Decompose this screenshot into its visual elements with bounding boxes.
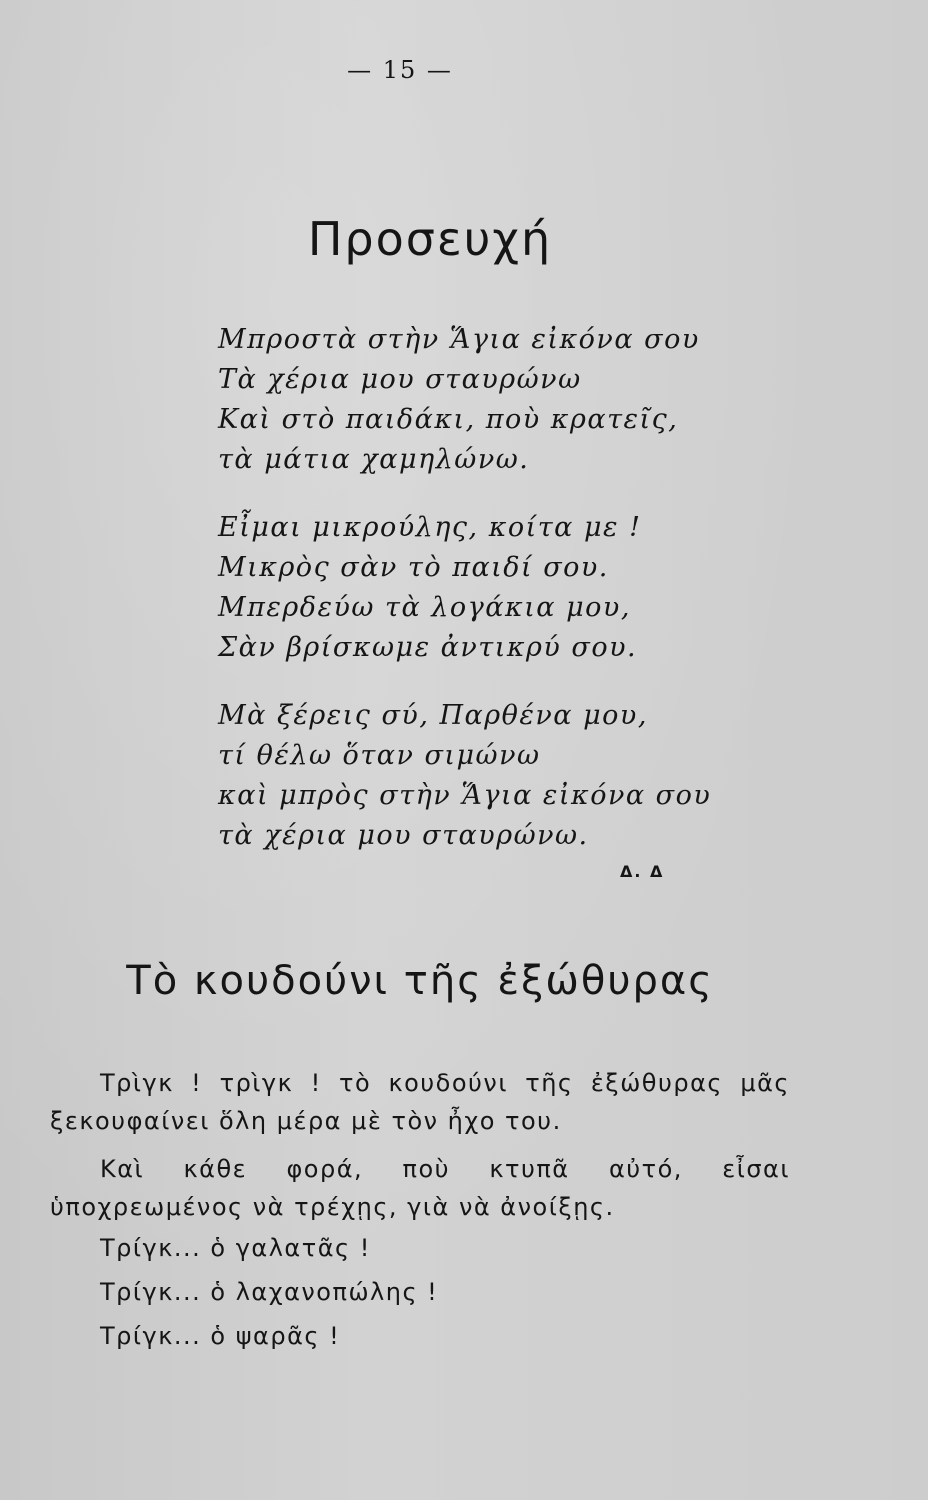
poem-line: τὰ μάτια χαμηλώνω. [218,444,530,475]
poem-stanza-2 [218,508,641,668]
story-exclamation: Τρίγκ... ὁ ψαρᾶς ! [100,1322,341,1350]
story-title: Τὸ κουδούνι τῆς ἐξώθυρας [126,958,714,1004]
story-exclamation: Τρίγκ... ὁ γαλατᾶς ! [100,1234,371,1262]
poem-line: Σὰν βρίσκωμε ἀντικρύ σου. [218,632,638,663]
poem-line: Μὰ ξέρεις σύ, Παρθένα μου, [218,700,648,731]
poem-signature: Δ. Δ [620,862,665,881]
story-paragraph: Τρὶγκ ! τρὶγκ ! τὸ κουδούνι τῆς ἐξώθυρας μᾶς ξεκουφαίνει ὅλη μέρα μὲ τὸν ἦχο του. [50,1069,790,1135]
poem-stanza-3 [218,696,711,856]
poem-line: Μικρὸς σὰν τὸ παιδί σου. [218,552,609,583]
poem-line: Καὶ στὸ παιδάκι, ποὺ κρατεῖς, [218,404,679,435]
poem-stanza-1 [218,320,700,480]
poem-line: Μπερδεύω τὰ λογάκια μου, [218,592,631,623]
poem-title: Προσευχή [307,212,553,266]
poem-line: Τὰ χέρια μου σταυρώνω [218,364,582,395]
poem-line: καὶ μπρὸς στὴν Ἅγια εἰκόνα σου [218,780,712,811]
page-number: — 15 — [347,56,453,84]
story-exclamation: Τρίγκ... ὁ λαχανοπώλης ! [100,1278,439,1306]
poem-line: Εἶμαι μικρούλης, κοίτα με ! [218,512,642,543]
poem-line: Μπροστὰ στὴν Ἅγια εἰκόνα σου [218,324,700,355]
story-paragraph: Καὶ κάθε φορά, ποὺ κτυπᾶ αὐτό, εἶσαι ὑποχρεωμένος νὰ τρέχῃς, γιὰ νὰ ἀνοίξῃς. [50,1155,790,1221]
poem-line: τὰ χέρια μου σταυρώνω. [218,820,589,851]
poem-line: τί θέλω ὅταν σιμώνω [218,740,541,771]
